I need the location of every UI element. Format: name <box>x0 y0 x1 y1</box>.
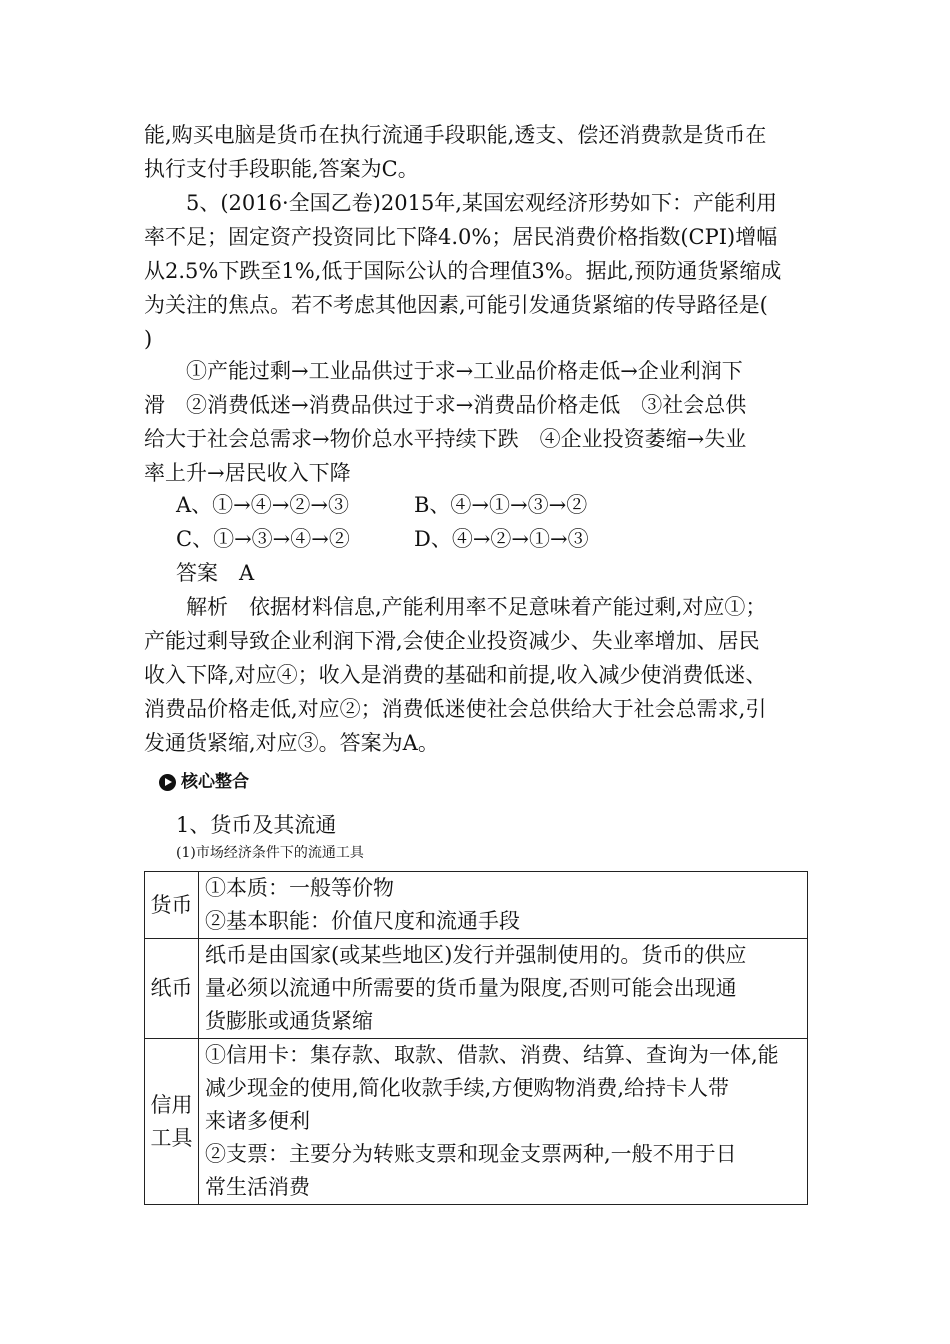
chain-line: ①产能过剩→工业品供过于求→工业品价格走低→企业利润下 <box>186 359 743 383</box>
answer-line: 答案 A <box>176 561 255 585</box>
table-row <box>145 872 808 939</box>
intro-line: 能,购买电脑是货币在执行流通手段职能,透支、偿还消费款是货币在 <box>144 123 767 147</box>
option-c: C、①→③→④→② <box>176 527 350 551</box>
question-line: 为关注的焦点。若不考虑其他因素,可能引发通货紧缩的传导路径是( <box>144 293 768 317</box>
row-label: 信用 工具 <box>145 1039 199 1205</box>
analysis-paragraph <box>144 590 808 760</box>
chain-line: 滑 ②消费低迷→消费品供过于求→消费品价格走低 ③社会总供 <box>144 393 747 417</box>
question-chains <box>144 354 808 490</box>
row-label: 纸币 <box>145 939 199 1039</box>
row-content <box>199 872 808 939</box>
chain-line: 率上升→居民收入下降 <box>144 461 351 485</box>
analysis-line: 发通货紧缩,对应③。答案为A。 <box>144 731 439 755</box>
cell-line: ①信用卡：集存款、取款、借款、消费、结算、查询为一体,能 <box>205 1043 779 1067</box>
question-line: ) <box>144 327 153 351</box>
cell-line: 常生活消费 <box>205 1175 310 1199</box>
cell-line: 来诸多便利 <box>205 1109 310 1133</box>
cell-line: ②基本职能：价值尺度和流通手段 <box>205 909 520 933</box>
section-heading-text: 核心整合 <box>181 772 249 792</box>
section-heading <box>159 770 249 794</box>
cell-line: 减少现金的使用,简化收款手续,方便购物消费,给持卡人带 <box>205 1076 730 1100</box>
play-circle-icon <box>159 774 176 791</box>
cell-line: ①本质：一般等价物 <box>205 876 394 900</box>
chain-line: 给大于社会总需求→物价总水平持续下跌 ④企业投资萎缩→失业 <box>144 427 747 451</box>
row-content <box>199 939 808 1039</box>
analysis-line: 解析 依据材料信息,产能利用率不足意味着产能过剩,对应①； <box>186 595 767 619</box>
intro-paragraph <box>144 118 808 186</box>
intro-line: 执行支付手段职能,答案为C。 <box>144 157 419 181</box>
option-d: D、④→②→①→③ <box>414 527 589 551</box>
analysis-line: 产能过剩导致企业利润下滑,会使企业投资减少、失业率增加、居民 <box>144 629 760 653</box>
row-label: 货币 <box>145 872 199 939</box>
cell-line: 纸币是由国家(或某些地区)发行并强制使用的。货币的供应 <box>205 943 747 967</box>
table-row <box>145 1039 808 1205</box>
question-line: 率不足；固定资产投资同比下降4.0%；居民消费价格指数(CPI)增幅 <box>144 225 778 249</box>
question-stem <box>144 186 808 356</box>
table-caption: (1)市场经济条件下的流通工具 <box>176 845 364 861</box>
cell-line: ②支票：主要分为转账支票和现金支票两种,一般不用于日 <box>205 1142 737 1166</box>
cell-line: 量必须以流通中所需要的货币量为限度,否则可能会出现通 <box>205 976 737 1000</box>
analysis-line: 消费品价格走低,对应②；消费低迷使社会总供给大于社会总需求,引 <box>144 697 767 721</box>
analysis-line: 收入下降,对应④；收入是消费的基础和前提,收入减少使消费低迷、 <box>144 663 767 687</box>
cell-line: 货膨胀或通货紧缩 <box>205 1009 373 1033</box>
question-line: 从2.5%下跌至1%,低于国际公认的合理值3%。据此,预防通货紧缩成 <box>144 259 782 283</box>
question-line: 5、(2016·全国乙卷)2015年,某国宏观经济形势如下：产能利用 <box>186 191 777 215</box>
table-row <box>145 939 808 1039</box>
row-content <box>199 1039 808 1205</box>
option-a: A、①→④→②→③ <box>176 493 349 517</box>
option-b: B、④→①→③→② <box>414 493 588 517</box>
subsection-title: 1、货币及其流通 <box>176 813 337 837</box>
circulation-tools-table <box>144 871 808 1205</box>
